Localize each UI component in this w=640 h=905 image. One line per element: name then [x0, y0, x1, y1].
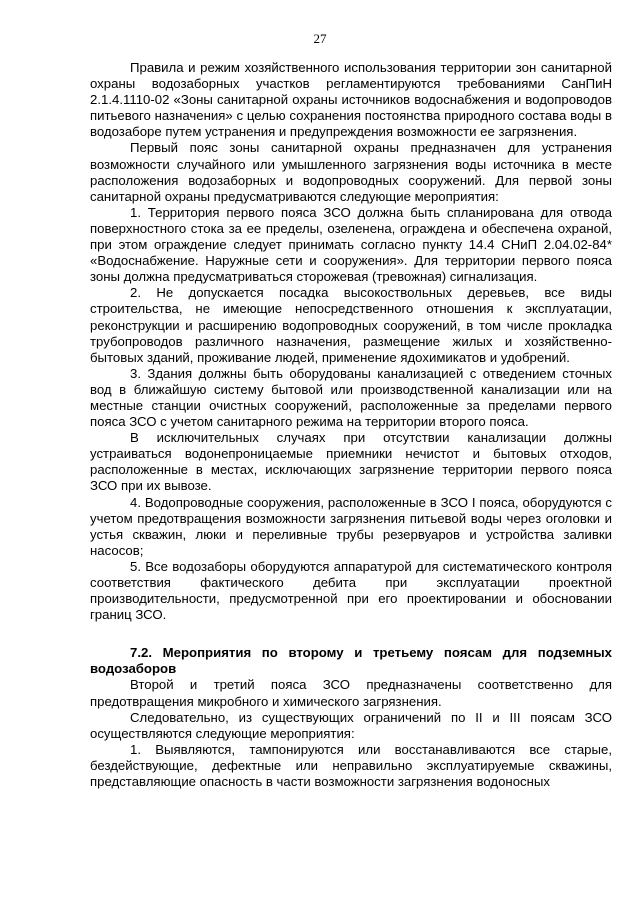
- paragraph: Следовательно, из существующих ограничений по II и III поясам ЗСО осуществляются следующие мероприятия:: [90, 709, 612, 741]
- paragraph: 3. Здания должны быть оборудованы канализацией с отведением сточных вод в ближайшую систему бытовой или производственной канализации или на местные станции очистных сооружений, расположенные за пределами первого пояса ЗСО с учетом санитарного режима на территории второго пояса.: [90, 365, 612, 430]
- paragraph: 5. Все водозаборы оборудуются аппаратурой для систематического контроля соответствия фактического дебита при эксплуатации проектной производительности, предусмотренной при его проектировании и обосновании границ ЗСО.: [90, 558, 612, 623]
- paragraph: 1. Территория первого пояса ЗСО должна быть спланирована для отвода поверхностного стока за ее пределы, озеленена, ограждена и обеспечена охраной, при этом ограждение следует принимать согласно пункту 14.4 СНиП 2.04.02-84* «Водоснабжение. Наружные сети и сооружения». Для территории первого пояса зоны должна предусматриваться сторожевая (тревожная) сигнализация.: [90, 204, 612, 285]
- paragraph: Первый пояс зоны санитарной охраны предназначен для устранения возможности случайного или умышленного загрязнения воды источника в месте расположения водозаборных и водопроводных сооружений. Для первой зоны санитарной охраны предусматриваются следующие мероприятия:: [90, 140, 612, 204]
- section-heading: 7.2. Мероприятия по второму и третьему поясам для подземных водозаборов: [90, 645, 612, 677]
- paragraph: Второй и третий пояса ЗСО предназначены соответственно для предотвращения микробного и химического загрязнения.: [90, 677, 612, 709]
- paragraph: В исключительных случаях при отсутствии канализации должны устраиваться водонепроницаемые приемники нечистот и бытовых отходов, расположенные в местах, исключающих загрязнение территории первого пояса ЗСО при их вывозе.: [90, 430, 612, 494]
- paragraph: 2. Не допускается посадка высокоствольных деревьев, все виды строительства, не имеющие непосредственного отношения к эксплуатации, реконструкции и расширению водопроводных сооружений, в том числе прокладка трубопроводов различного назначения, размещение жилых и хозяйственно-бытовых зданий, проживание людей, применение ядохимикатов и удобрений.: [90, 285, 612, 365]
- paragraph: 1. Выявляются, тампонируются или восстанавливаются все старые, бездействующие, дефектные или неправильно эксплуатируемые скважины, представляющие опасность в части возможности загрязнения водоносных: [90, 741, 612, 790]
- paragraph: 4. Водопроводные сооружения, расположенные в ЗСО I пояса, оборудуются с учетом предотвращения возможности загрязнения питьевой воды через оголовки и устья скважин, люки и переливные трубы резервуаров и устройства заливки насосов;: [90, 494, 612, 558]
- paragraph: Правила и режим хозяйственного использования территории зон санитарной охраны водозаборных участков регламентируются требованиями СанПиН 2.1.4.1110-02 «Зоны санитарной охраны источников водоснабжения и водопроводов питьевого назначения» с целью сохранения постоянства природного состава воды в водозаборе путем устранения и предупреждения возможности ее загрязнения.: [90, 60, 612, 140]
- page-number: 27: [313, 31, 327, 46]
- document-body: [90, 60, 612, 790]
